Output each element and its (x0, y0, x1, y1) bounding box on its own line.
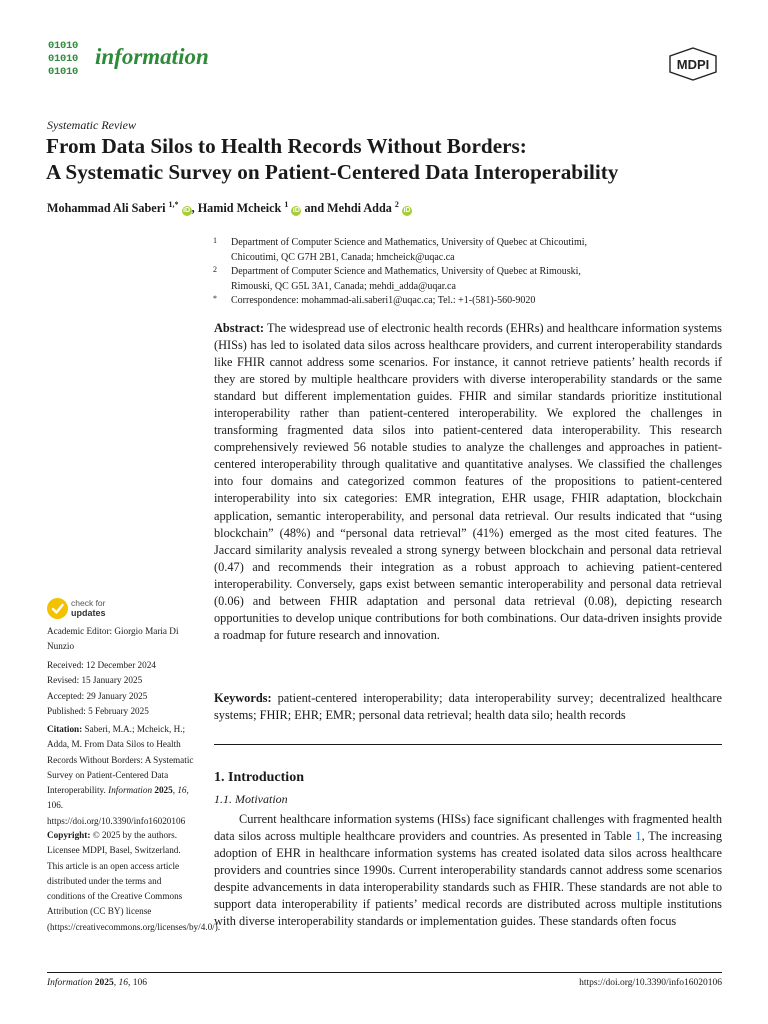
revised-date: Revised: 15 January 2025 (47, 675, 143, 686)
check-for-updates-button[interactable]: check for updates (47, 598, 127, 620)
check-updates-icon (47, 598, 68, 619)
author-name[interactable]: Hamid Mcheick (197, 201, 282, 216)
mdpi-logo (666, 47, 720, 81)
svg-text:MDPI: MDPI (676, 57, 710, 72)
accepted-date: Accepted: 29 January 2025 (47, 690, 148, 701)
journal-name: information (95, 44, 209, 69)
author-affiliation-mark: 1 (284, 200, 289, 209)
keywords-text: patient-centered interoperability; data interoperability survey; decentralized healthcare systems; FHIR; EHR; EMR; personal data retrieval; health data silo; health records (214, 691, 722, 723)
orcid-icon[interactable]: iD (183, 207, 191, 215)
citation: Citation: Saberi, M.A.; Mcheick, H.; Adda, M. From Data Silos to Health Records Without Borders: A Systematic Survey on Patient-Centered Data Interoperability. Information 2025, 16, 106. https://doi.org/10.3390/info16020106 (47, 724, 194, 826)
correspondence: * Correspondence: mohammad-ali.saberi1@uqac.ca; Tel.: +1-(581)-560-9020 (213, 294, 536, 306)
affiliation: 1 Department of Computer Science and Mathematics, University of Quebec at Chicoutimi, Chicoutimi, QC G7H 2B1, Canada; hmcheick@uqac.ca (213, 236, 588, 263)
footer-citation: Information 2025, 16, 106 (47, 978, 148, 988)
received-date: Received: 12 December 2024 (47, 660, 156, 670)
author-affiliation-mark: 1,* (168, 200, 179, 209)
abstract-text: The widespread use of electronic health records (EHRs) and healthcare information systems (HISs) has led to isolated data silos across healthcare providers, and current interoperability standards like FHIR cannot address some scenarios. For instance, it cannot retrieve patients’ health records if they are stored by multiple healthcare providers with diverse interoperability standards or the same standard but different implementation guides. FHIR and similar standards prioritize institutional interoperability rather than patient-centered interoperability. We explored the challenges in transforming fragmented data silos into patient-centered data interoperability. This research comprehensively reviewed 56 notable studies to analyze the challenges and approaches in patient-centered interoperability through qualitative and quantitative analyses. We classified the challenges into four domains and categorized common features of the propositions to patient-centered interoperability into six categories: EMR integration, EHR usage, FHIR adaptation, blockchain application, semantic interoperability, and personal data retrieval. Our results indicated that “using blockchain” (48%) and “personal data retrieval” (41%) emerged as the most cited features. The Jaccard similarity analysis revealed a strong synergy between blockchain and personal data retrieval (0.47) and recommends their integration as a robust approach to achieving patient-centered interoperability. Conversely, gaps exist between semantic interoperability and personal data retrieval (0.06) and between FHIR adaptation and personal data retrieval (0.08), depicting research opportunities to develop unique contributions for both combinations. Our data-driven insights provide a roadmap for future research and innovation. (214, 321, 722, 642)
article-type: Systematic Review (47, 118, 136, 132)
orcid-icon[interactable]: iD (403, 207, 411, 215)
footer-doi-link[interactable]: https://doi.org/10.3390/info16020106 (579, 978, 722, 988)
affiliations (213, 236, 733, 309)
footer-divider (47, 972, 722, 973)
table-link[interactable]: 1 (635, 829, 642, 844)
author-affiliation-mark: 2 (394, 200, 399, 209)
keywords-label: Keywords: (214, 691, 272, 705)
journal-logo-icon: 01010 01010 01010 (48, 40, 79, 78)
intro-paragraph: Current healthcare information systems (HISs) face significant challenges with fragmented health data silos across multiple healthcare providers and countries. As presented in Table 1, The increasing adoption of EHR in healthcare information systems has created isolated data silos across healthcare providers and countries since 1990s. Current interoperability standards cannot address some scenarios despite advancements in data interoperability standards such as FHIR. These standards are not able to support data interoperability if patients’ medical records are distributed across multiple institutions with diverse interoperability standards or implementation guides. These standards often focus (214, 812, 722, 929)
keywords (214, 690, 722, 724)
abstract-label: Abstract: (214, 321, 265, 335)
author-name[interactable]: Mohammad Ali Saberi (47, 201, 166, 216)
publication-dates (47, 658, 197, 719)
subsection-heading: 1.1. Motivation (214, 792, 288, 806)
author-name[interactable]: Mehdi Adda (327, 201, 392, 216)
copyright: Copyright: © 2025 by the authors. Licensee MDPI, Basel, Switzerland. This article is an open access article distributed under the terms and conditions of the Creative Commons Attribution (CC BY) license (https://creativecommons.org/licenses/by/4.0/). (47, 830, 221, 932)
orcid-icon[interactable]: iD (292, 207, 300, 215)
section-heading: 1. Introduction (214, 770, 304, 785)
divider (214, 744, 722, 745)
published-date: Published: 5 February 2025 (47, 705, 149, 716)
academic-editor: Academic Editor: Giorgio Maria Di Nunzio (47, 626, 179, 652)
article-title: From Data Silos to Health Records Without Borders: A Systematic Survey on Patient-Centered Data Interoperability (46, 134, 619, 184)
affiliation: 2 Department of Computer Science and Mathematics, University of Quebec at Rimouski, Rimouski, QC G5L 3A1, Canada; mehdi_adda@uqar.ca (213, 265, 581, 292)
abstract (214, 320, 722, 644)
citation-doi-link[interactable]: , 106. https://doi.org/10.3390/info16020106 (47, 785, 189, 826)
author-list: Mohammad Ali Saberi $^{1,*}$ iD , Hamid Mcheick $^1$ iD and Mehdi Adda $^2$ iD (47, 200, 411, 216)
